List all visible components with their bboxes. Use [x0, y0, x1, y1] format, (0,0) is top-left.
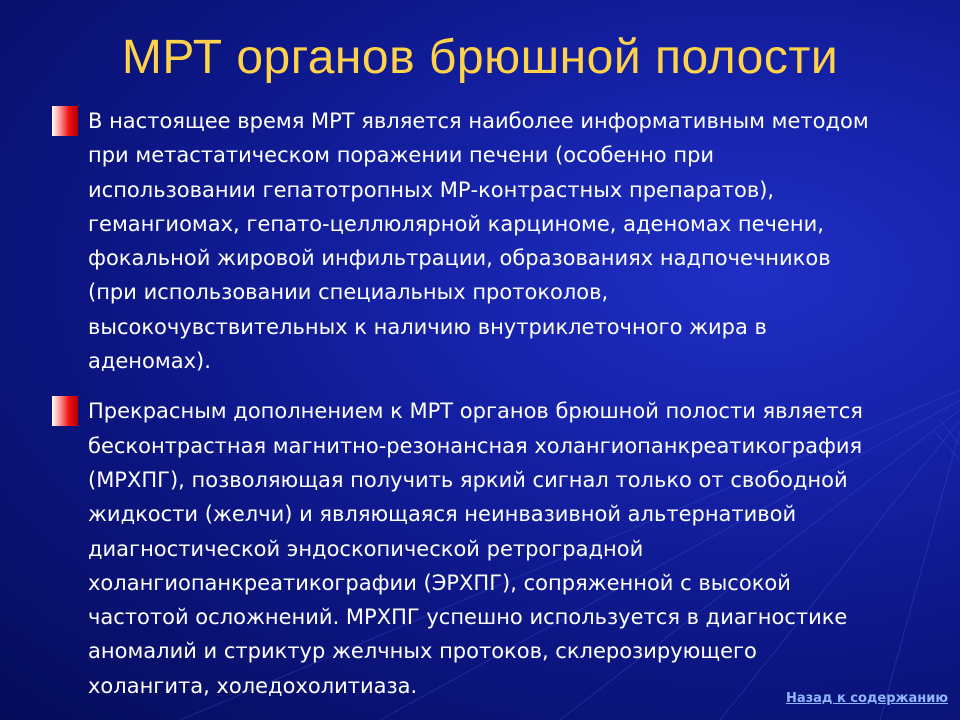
bullet-item — [52, 394, 932, 703]
back-to-contents-link[interactable]: Назад к содержанию — [785, 691, 948, 706]
red-square-bullet-icon — [52, 396, 78, 426]
bullet-text: Прекрасным дополнением к МРТ органов брюшной полости является бесконтрастная магнитно-резонансная холангиопанкреатикография (МРХПГ), позволяющая получить яркий сигнал только от свободной жидкости (желчи) и являющаяся неинвазивной альтернативой диагностической эндоскопической ретроградной холангиопанкреатикографии (ЭРХПГ), сопряженной с высокой частотой осложнений. МРХПГ успешно используется в диагностике аномалий и стриктур желчных протоков, склерозирующего холангита, холедохолитиаза. — [88, 399, 863, 698]
bullet-item — [52, 104, 932, 378]
slide-title: МРТ органов брюшной полости — [121, 31, 839, 84]
bullet-text: В настоящее время МРТ является наиболее информативным методом при метастатическом поражении печени (особенно при использовании гепатотропных МР-контрастных препаратов), гемангиомах, гепато-целлюлярной карциноме, аденомах печени, фокальной жировой инфильтрации, образованиях надпочечников (при использовании специальных протоколов, высокочувствительных к наличию внутриклеточного жира в аденомах). — [88, 109, 869, 374]
bullet-list — [52, 104, 932, 719]
red-square-bullet-icon — [52, 106, 78, 136]
